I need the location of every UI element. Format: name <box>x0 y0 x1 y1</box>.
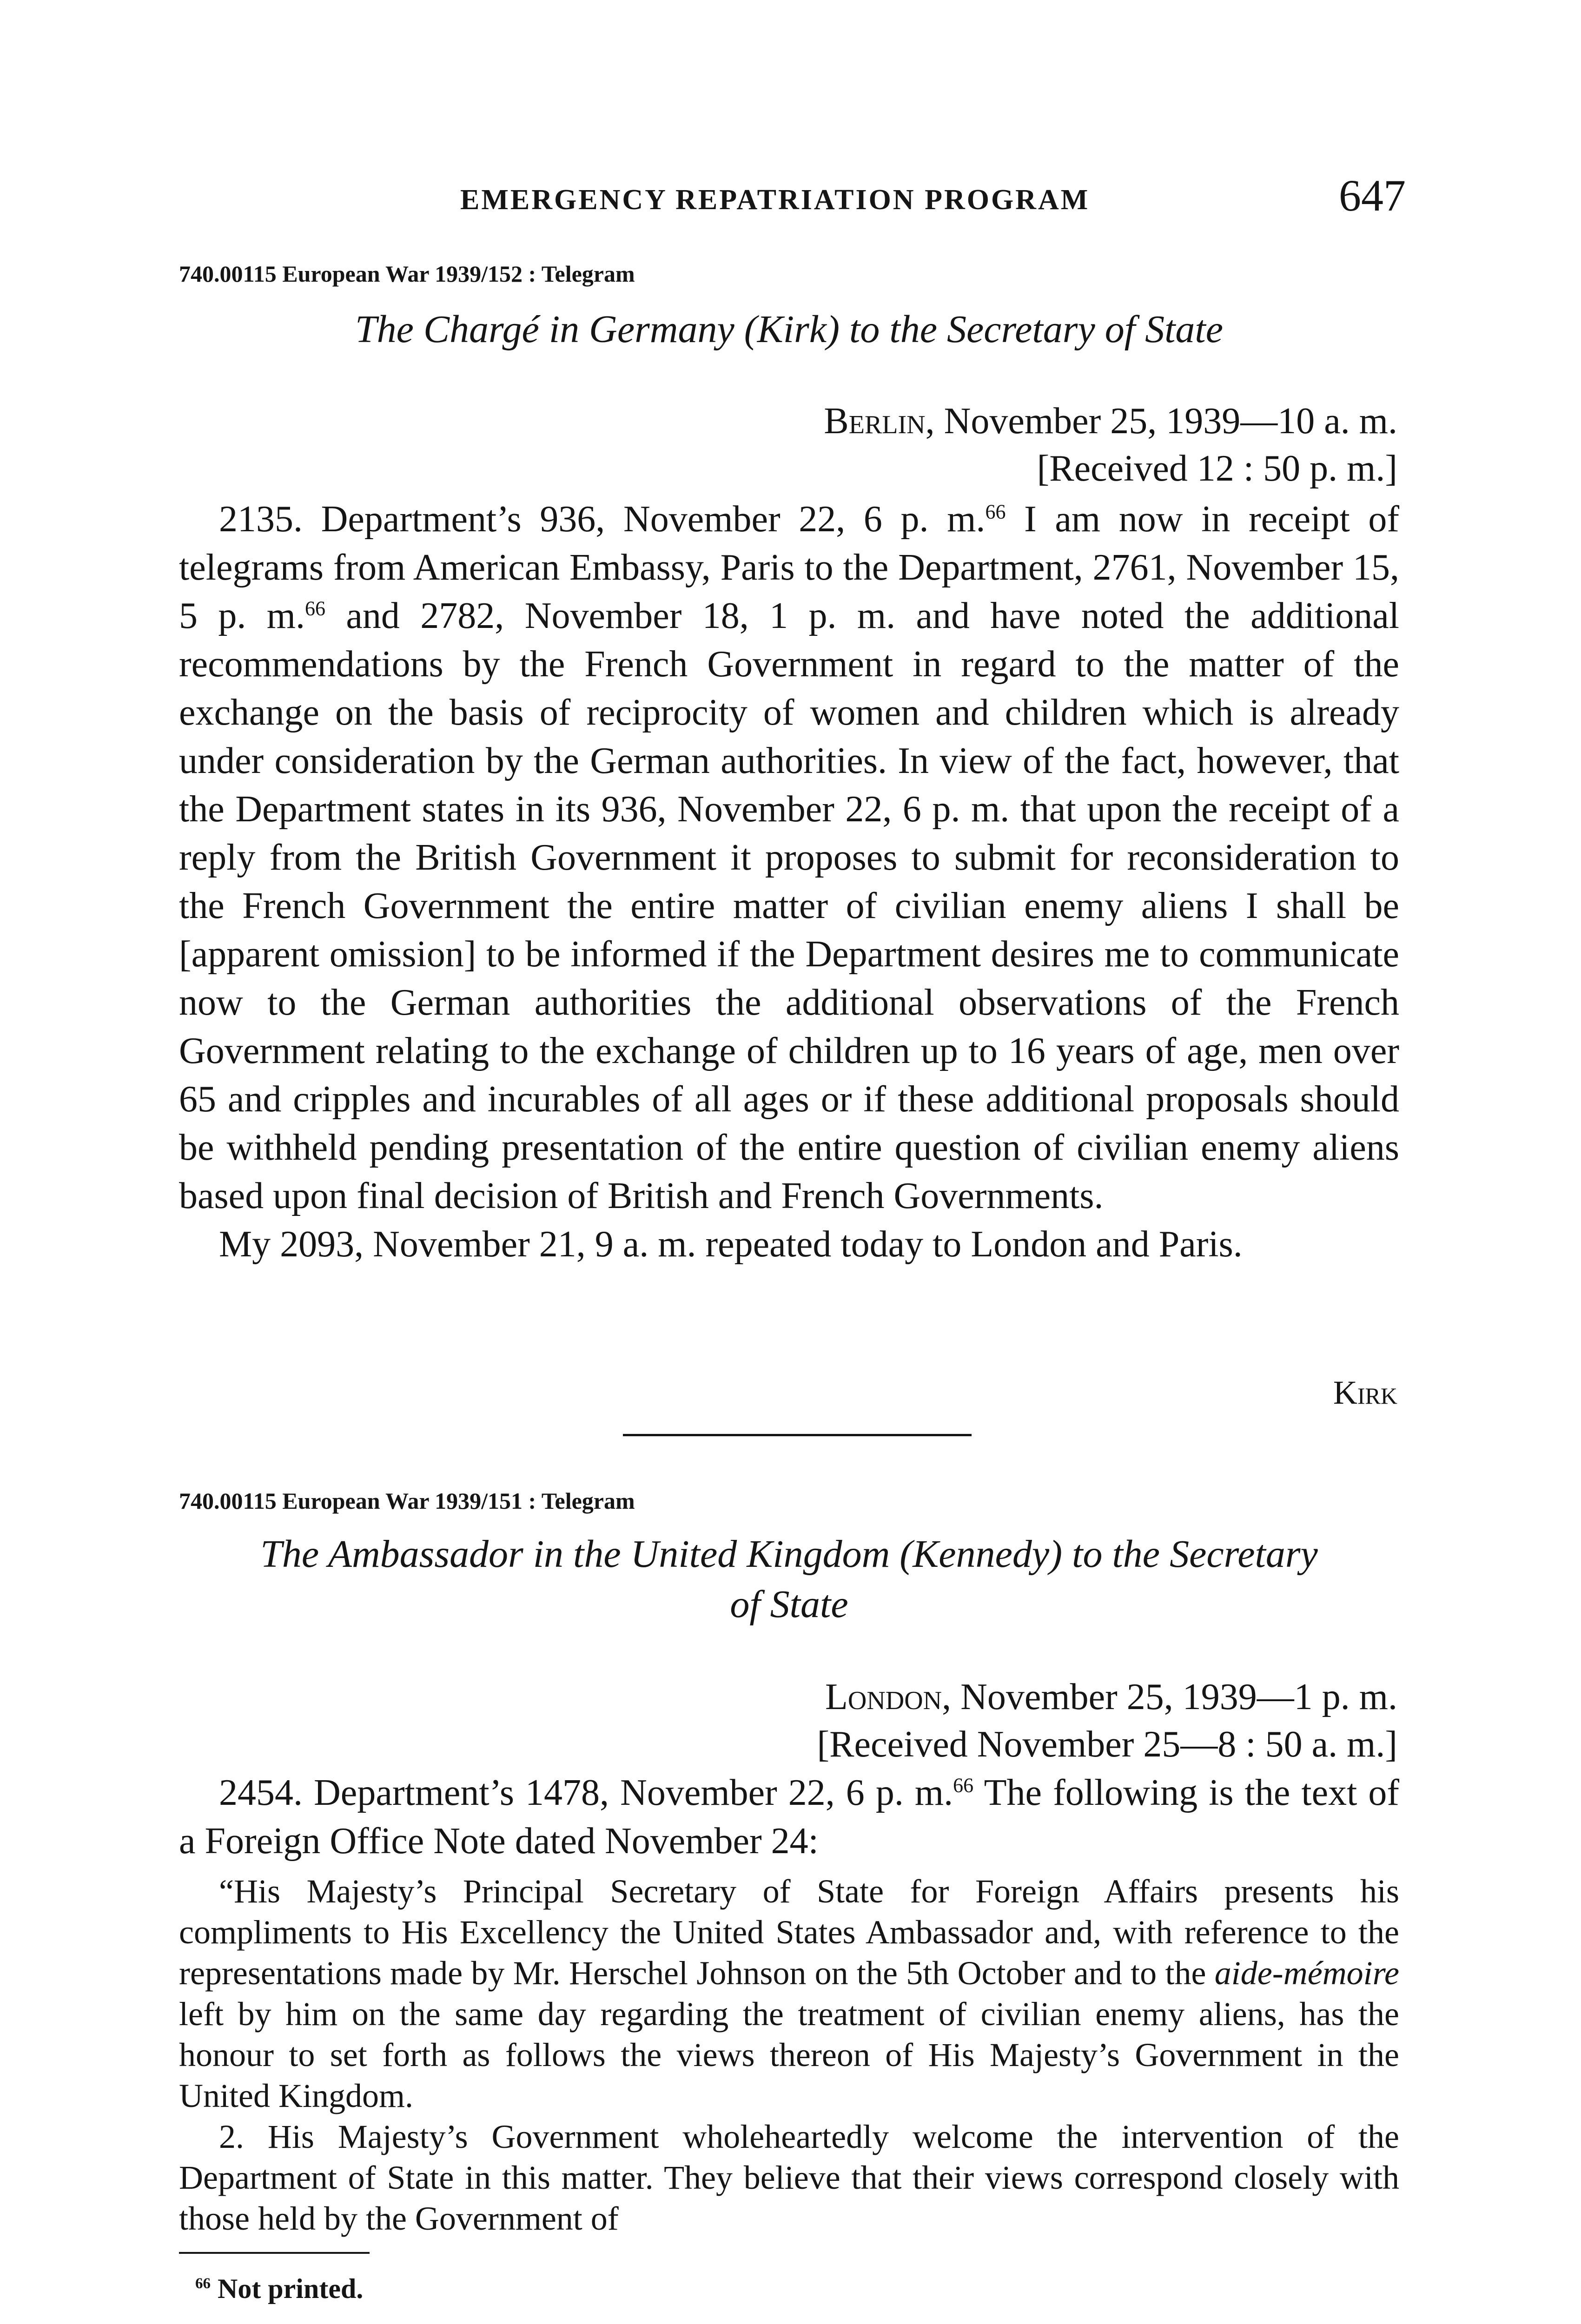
doc2-file-number: 740.00115 European War 1939/151 : Telegram <box>179 1488 635 1514</box>
quote-paragraph-2: 2. His Majesty’s Government wholeheartedly welcome the intervention of the Department of State in this matter. They believe that their views correspond closely with those held by the Government of <box>179 2118 1399 2237</box>
doc2-dateline <box>817 1673 1397 1768</box>
footnote-ref: 66 <box>985 500 1006 523</box>
doc1-date: , November 25, 1939—10 a. m. <box>925 401 1397 442</box>
footnote-ref: 66 <box>953 1774 974 1797</box>
doc1-paragraph-1: 2135. Department’s 936, November 22, 6 p. m.$^{66}$ I am now in receipt of telegrams from American Embassy, Paris to the Department, 2761, November 15, 5 p. m.$^{66}$ and 2782, November 18, 1 p. m. and have noted the additional recommendations by the French Government in regard to the matter of the exchange on the basis of reciprocity of women and children which is already under consideration by the German authorities. In view of the fact, however, that the Department states in its 936, November 22, 6 p. m. that upon the receipt of a reply from the British Government it proposes to submit for reconsideration to the French Government the entire matter of civilian enemy aliens I shall be [apparent omission] to be informed if the Department desires me to communicate now to the German authorities the additional observations of the French Government relating to the exchange of children up to 16 years of age, men over 65 and cripples and incurables of all ages or if these additional proposals should be withheld pending presentation of the entire question of civilian enemy aliens based upon final decision of British and French Governments. <box>179 499 1399 1216</box>
running-title: EMERGENCY REPATRIATION PROGRAM <box>460 184 1090 216</box>
doc1-received: [Received 12 : 50 p. m.] <box>1037 448 1397 489</box>
footnote: $^{66}$ Not printed. <box>195 2273 364 2304</box>
page-number: 647 <box>1339 171 1406 220</box>
doc2-body <box>179 1769 1399 1865</box>
footnote-ref: 66 <box>305 597 326 620</box>
footnote-rule <box>179 2252 370 2254</box>
doc2-heading: The Ambassador in the United Kingdom (Kennedy) to the Secretary of State <box>260 1532 1318 1626</box>
doc1-paragraph-2: My 2093, November 21, 9 a. m. repeated today to London and Paris. <box>219 1224 1243 1265</box>
section-divider <box>623 1434 972 1436</box>
doc1-file-number: 740.00115 European War 1939/152 : Telegram <box>179 261 635 287</box>
doc1-heading: The Chargé in Germany (Kirk) to the Secretary of State <box>355 308 1224 351</box>
doc2-place: London <box>825 1677 942 1717</box>
doc2-received: [Received November 25—8 : 50 a. m.] <box>817 1724 1397 1765</box>
doc2-date: , November 25, 1939—1 p. m. <box>942 1677 1397 1717</box>
doc1-place: Berlin <box>824 401 926 442</box>
doc2-paragraph-1: 2454. Department’s 1478, November 22, 6 p. m.$^{66}$ The following is the text of a Foreign Office Note dated November 24: <box>179 1772 1400 1862</box>
doc1-body <box>179 495 1399 1268</box>
quote-paragraph-1: “His Majesty’s Principal Secretary of State for Foreign Affairs presents his compliments to His Excellency the United States Ambassador and, with reference to the representations made by Mr. Herschel Johnson on the 5th October and to the aide-mémoire left by him on the same day regarding the treatment of civilian enemy aliens, has the honour to set forth as follows the views thereon of His Majesty’s Government in the United Kingdom. <box>179 1873 1399 2114</box>
doc1-signature: Kirk <box>1333 1374 1397 1411</box>
quoted-note <box>179 1871 1399 2239</box>
doc1-dateline <box>824 397 1397 492</box>
